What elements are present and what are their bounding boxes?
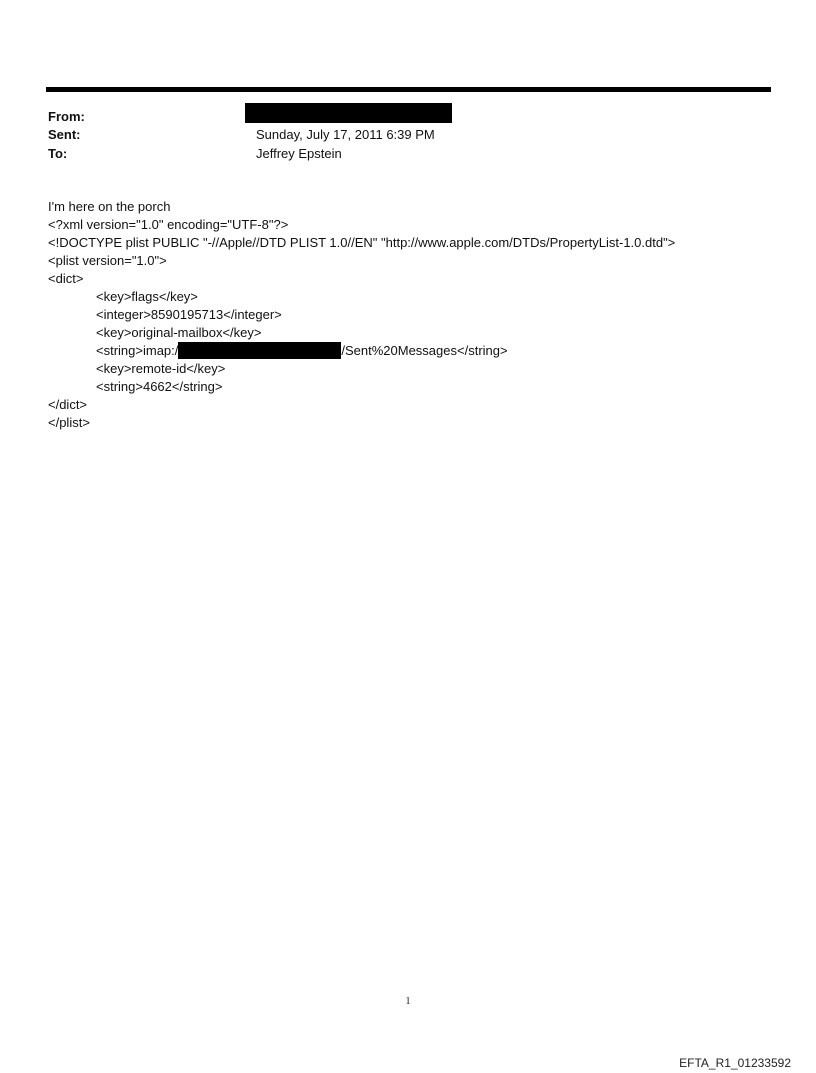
body-line: I'm here on the porch [48, 199, 171, 214]
imap-redaction [178, 342, 341, 359]
body-line: <plist version="1.0"> [48, 253, 167, 268]
body-line: <dict> [48, 271, 84, 286]
page-number: 1 [405, 996, 411, 1007]
body-line: <key>remote-id</key> [96, 361, 226, 376]
to-label: To: [48, 146, 68, 161]
body-line: <!DOCTYPE plist PUBLIC "-//Apple//DTD PLIST 1.0//EN" "http://www.apple.com/DTDs/PropertyList-1.0.dtd"> [48, 235, 676, 250]
email-body [48, 198, 788, 432]
body-line: </dict> [48, 397, 88, 412]
document-id: EFTA_R1_01233592 [679, 1056, 791, 1070]
body-line: </plist> [48, 415, 90, 430]
body-line: <?xml version="1.0" encoding="UTF-8"?> [48, 217, 289, 232]
to-value: Jeffrey Epstein [256, 146, 342, 161]
from-redaction [245, 103, 452, 123]
body-line-redacted [48, 342, 788, 360]
body-line: <string>4662</string> [96, 379, 223, 394]
sent-value: Sunday, July 17, 2011 6:39 PM [256, 127, 435, 142]
imap-prefix: <string>imap:/ [96, 343, 179, 358]
body-line: <integer>8590195713</integer> [96, 307, 282, 322]
header-rule [46, 87, 771, 92]
sent-label: Sent: [48, 127, 81, 142]
body-line: <key>original-mailbox</key> [96, 325, 262, 340]
imap-suffix: /Sent%20Messages</string> [341, 343, 508, 358]
from-label: From: [48, 109, 85, 124]
body-line: <key>flags</key> [96, 289, 198, 304]
